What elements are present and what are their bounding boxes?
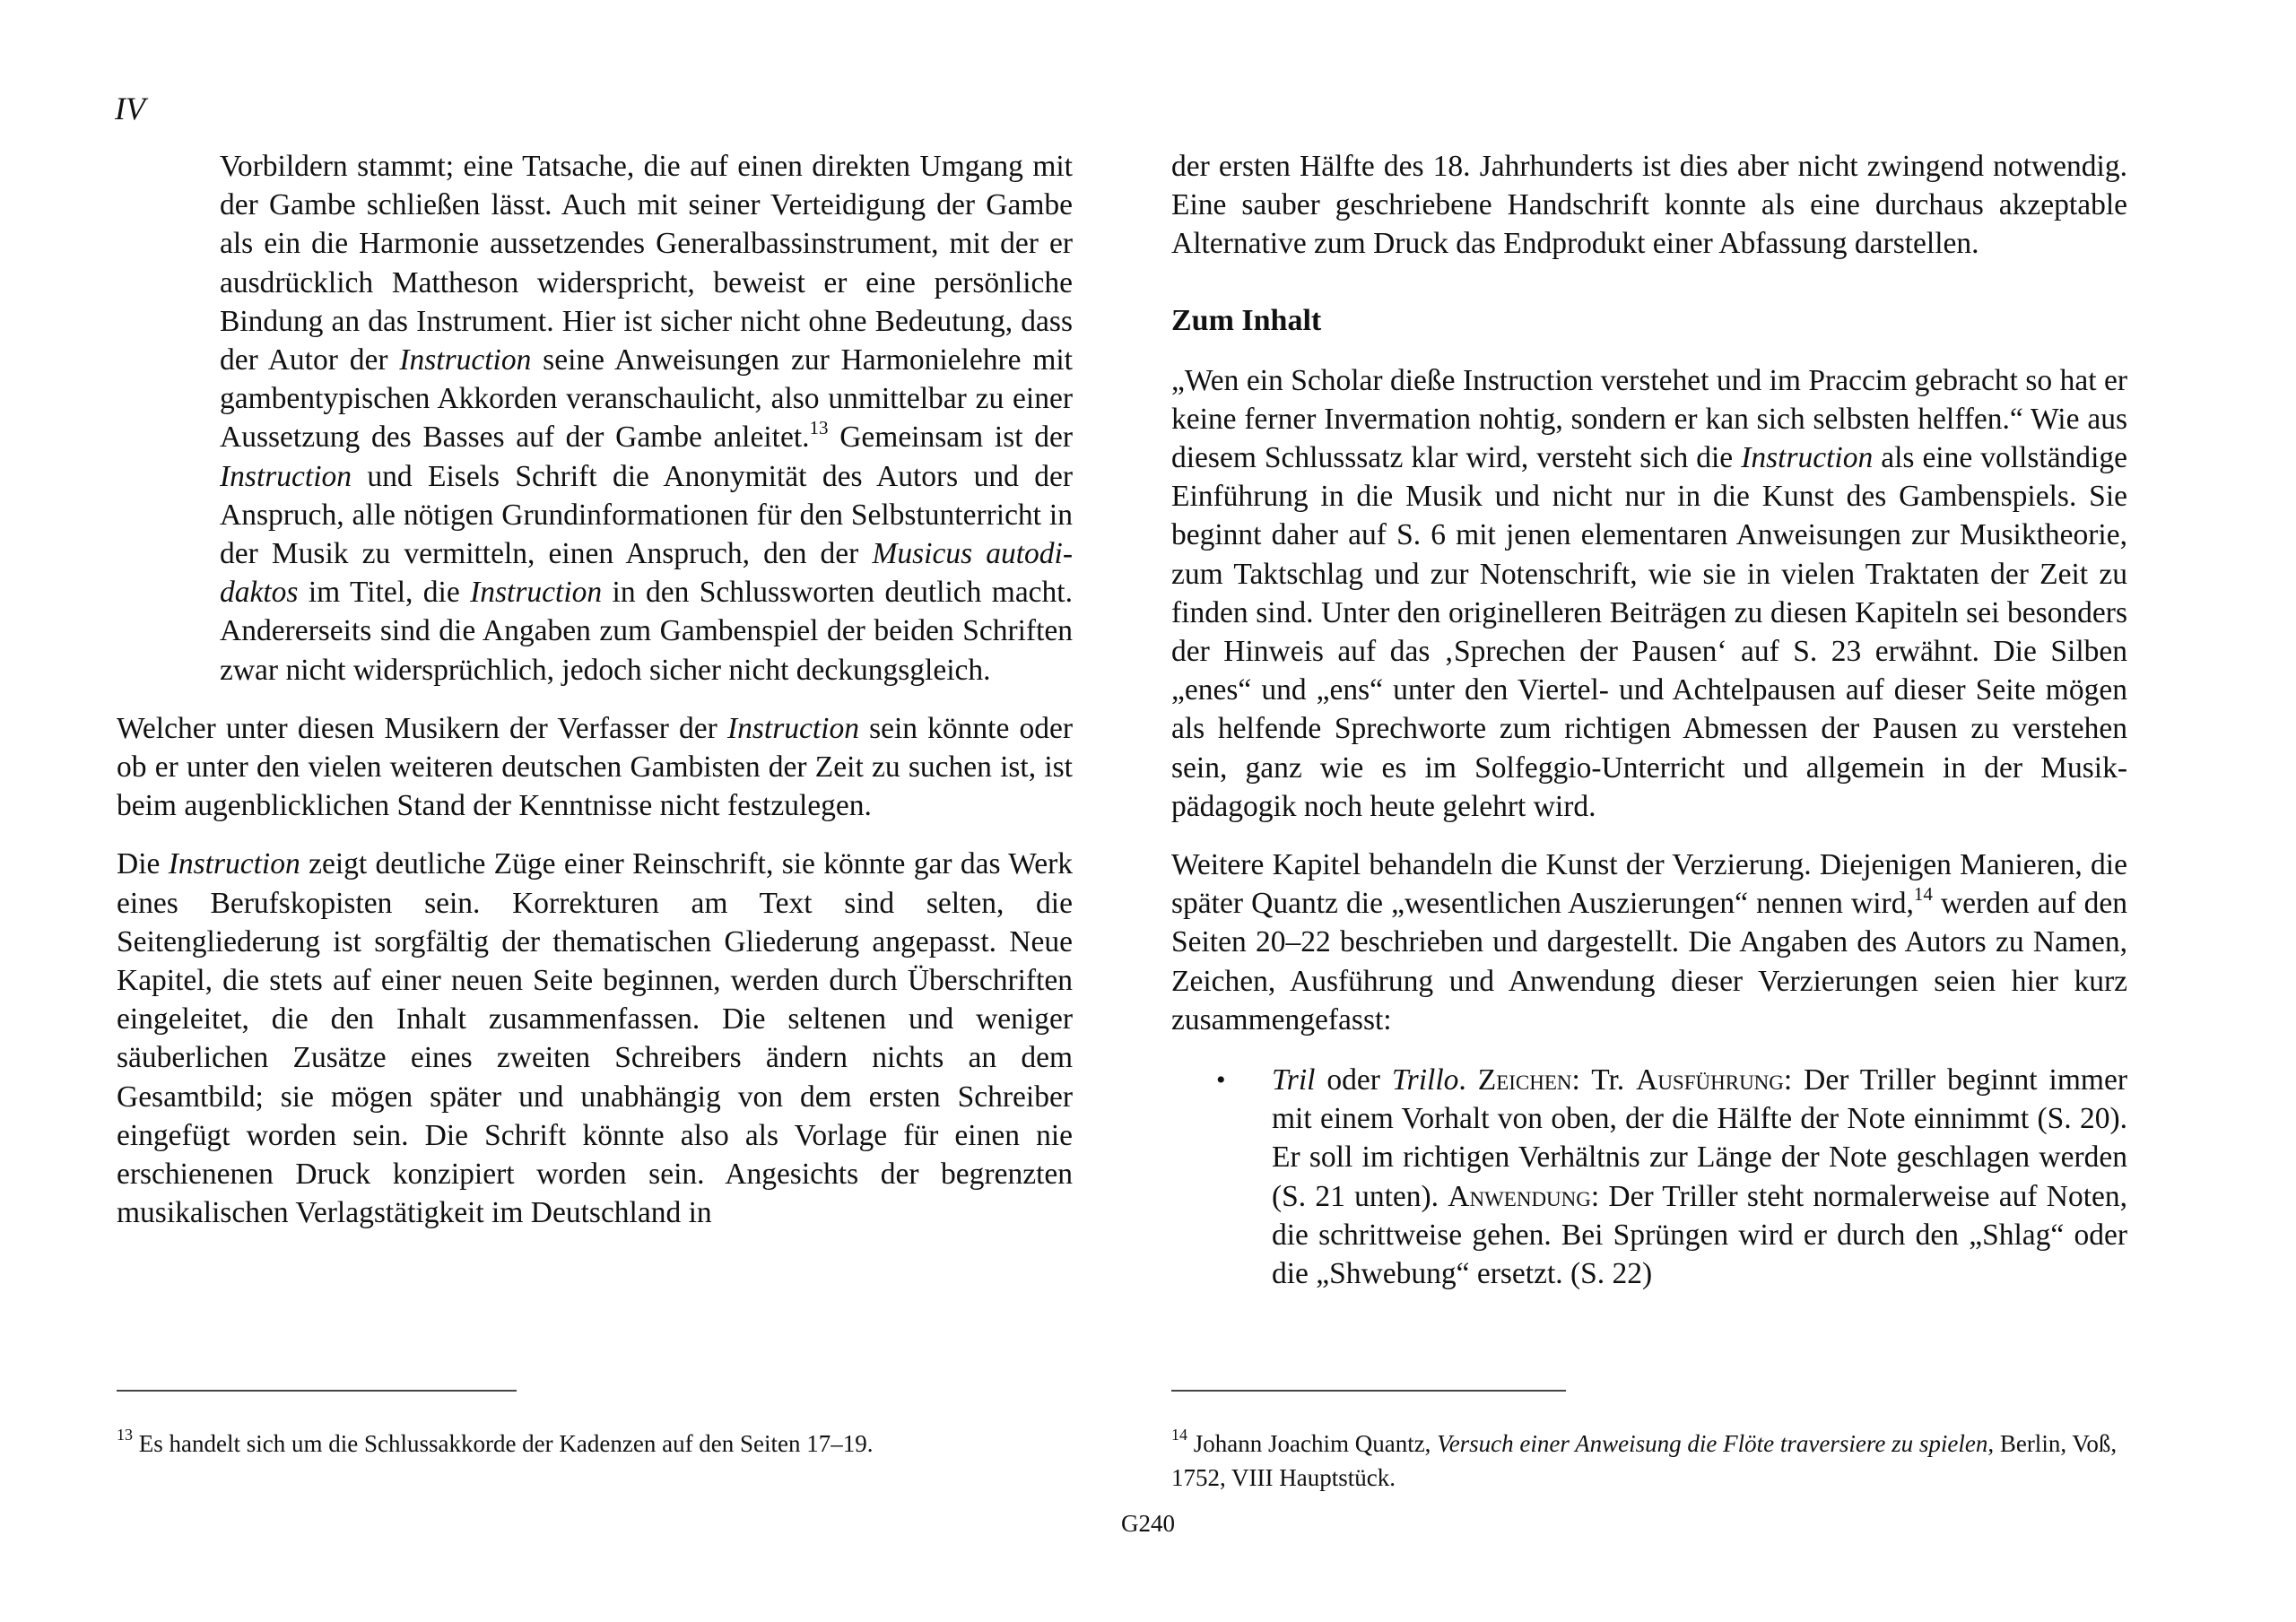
smallcaps-label: Ausführung — [1636, 1063, 1784, 1097]
text-run: : Der Triller beginnt immer mit einem Vorhalt von oben, der die Hälfte der Note einnimmt (S. 20). Er soll im richtigen Verhältnis zur Länge der Note geschlagen werden (S. 21 unten). — [1272, 1063, 2127, 1213]
italic-title: Instruction — [220, 459, 352, 493]
text-run: Die — [117, 847, 169, 881]
text-run: werden auf den Seiten 20–22 beschrieben und dargestellt. Die Angaben des Autors zu Namen, Zeichen, Ausführung und Anwendung dieser Verzierungen seien hier kurz zusammengefasst: — [1171, 887, 2127, 1037]
text-run: Weitere Kapitel behandeln die Kunst der Verzierung. Diejenigen Manieren, die später Quantz die „wesentlichen Auszierungen“ nennen wird, — [1171, 848, 2127, 921]
indented-paragraph — [220, 147, 1073, 690]
footnote-number: 13 — [117, 1426, 133, 1444]
italic-title: Musicus autodidaktos — [220, 537, 1073, 610]
text-run: im Titel, die — [298, 576, 471, 610]
italic-title: Versuch einer Anweisung die Flöte traversiere zu spielen — [1437, 1430, 1988, 1457]
footnote-ref-13[interactable]: 13 — [809, 417, 829, 439]
paragraph — [117, 845, 1073, 1232]
footnote-number: 14 — [1171, 1426, 1187, 1444]
italic-term: Trillo — [1391, 1063, 1459, 1097]
footnote-ref-14[interactable]: 14 — [1913, 883, 1933, 906]
text-run: „Wen ein Scholar dieße Instruction verstehet und im Praccim gebracht so hat er keine ferner Invermation nohtig, sondern er kan sich selbsten helffen.“ Wie aus diesem Schlusssatz klar wird, versteht sich die — [1171, 363, 2127, 475]
paragraph — [1171, 846, 2127, 1039]
text-run: Gemeinsam ist der — [828, 421, 1073, 455]
italic-term: Tril — [1272, 1063, 1316, 1097]
text-run: als eine vollständige Einführung in die Musik und nicht nur in die Kunst des Gambenspiels. Sie beginnt daher auf S. 6 mit jenen elementaren Anweisungen zur Musiktheorie, zum Taktschlag und zur Notenschrift, wie sie in vielen Traktaten der Zeit zu finden sind. Unter den originelleren Beiträgen zu diesen Kapiteln sei besonders der Hinweis auf das ‚Sprechen der Pausen‘ auf S. 23 erwähnt. Die Silben „enes“ und „ens“ unter den Viertel- und Achtelpausen auf dieser Seite mögen als helfende Sprechworte zum richtigen Abmessen der Pausen zu verstehen sein, ganz wie es im Solfeggio-Unterricht und allgemein in der Musikpädagogik noch heute gelehrt wird. — [1171, 441, 2127, 823]
italic-title: Instruction — [1741, 441, 1874, 475]
footnote-text: Es handelt sich um die Schlussakkorde der Kadenzen auf den Seiten 17–19. — [133, 1430, 874, 1457]
paragraph — [1171, 361, 2127, 826]
text-run: Welcher unter diesen Musikern der Verfasser der — [117, 711, 727, 745]
text-run: oder — [1315, 1063, 1392, 1097]
text-run: Vorbildern stammt; eine Tatsache, die auf einen direkten Umgang mit der Gambe schließen lässt. Auch mit seiner Verteidigung der Gambe als ein die Harmonie aussetzendes Generalbassinstrument, mit der er ausdrücklich Mattheson widerspricht, beweist er eine persönliche Bindung an das Instrument. Hier ist sicher nicht ohne Bedeutung, dass der Autor der — [220, 150, 1073, 377]
footnote-14 — [1171, 1427, 2127, 1495]
list-item — [1216, 1061, 2127, 1293]
text-run: zeigt deutliche Züge einer Reinschrift, sie könnte gar das Werk eines Berufskopisten sein. Korrekturen am Text sind selten, die Seitengliederung ist sorgfältig der thematischen Gliederung angepasst. Neue Kapitel, die stets auf einer neuen Seite beginnen, werden durch Überschriften eingeleitet, die den Inhalt zusammenfassen. Die seltenen und weniger säuberlichen Zusätze eines zweiten Schreibers ändern nichts an dem Gesamtbild; sie mögen später und unabhängig von dem ersten Schreiber eingefügt worden sein. Die Schrift könnte also als Vorlage für einen nie erschienenen Druck konzipiert worden sein. Angesichts der begrenzten musikalischen Verlagstätigkeit im Deutschland in — [117, 847, 1073, 1230]
footnote-13 — [117, 1427, 1073, 1461]
italic-title: Instruction — [726, 711, 859, 745]
section-heading: Zum Inhalt — [1171, 303, 1322, 337]
ornament-list — [1171, 1061, 2127, 1293]
text-run: und Eisels Schrift die Anonymität des Autors und der Anspruch, alle nötigen Grundinformationen für den Selbstunterricht in der Musik zu vermitteln, einen Anspruch, den der — [220, 459, 1073, 571]
page-section-marker: IV — [115, 91, 145, 126]
right-column — [1171, 147, 2127, 1293]
text-run: in den Schlussworten deutlich macht. Andererseits sind die Angaben zum Gambenspiel der beiden Schriften zwar nicht widersprüchlich, jedoch sicher nicht deckungsgleich. — [220, 576, 1073, 687]
text-run: seine Anweisungen zur Harmonielehre mit gambentypischen Akkorden veranschaulicht, also unmittelbar zu einer Aussetzung des Basses auf der Gambe anleitet. — [220, 343, 1073, 455]
italic-title: Instruction — [399, 343, 532, 377]
paragraph — [117, 709, 1073, 826]
italic-title: Instruction — [168, 847, 300, 881]
left-column — [117, 147, 1073, 1232]
footnote-divider — [117, 1390, 517, 1392]
bullet-icon: • — [1216, 1065, 1226, 1096]
text-run: : Der Triller steht normalerweise auf Noten, die schrittweise gehen. Bei Sprüngen wird er durch den „Shlag“ oder die „Shwebung“ ersetzt. (S. 22) — [1272, 1179, 2127, 1291]
smallcaps-label: Anwendung — [1448, 1179, 1591, 1213]
footnote-divider — [1171, 1390, 1566, 1392]
text-run: . — [1458, 1063, 1478, 1097]
text-run: : Tr. — [1571, 1063, 1637, 1097]
italic-title: Instruction — [470, 576, 603, 610]
text-run: sein könnte oder ob er unter den vielen weiteren deutschen Gambisten der Zeit zu suchen ist, ist beim augenblicklichen Stand der Kenntnisse nicht festzulegen. — [117, 711, 1073, 823]
page-number: G240 — [1121, 1510, 1175, 1537]
footnote-text: , Berlin, Voß, 1752, VIII Hauptstück. — [1171, 1430, 2118, 1491]
paragraph: der ersten Hälfte des 18. Jahrhunderts ist dies aber nicht zwingend notwendig. Eine sauber geschriebene Handschrift konnte als eine durchaus akzeptable Alternative zum Druck das Endprodukt einer Abfassung darstellen. — [1171, 150, 2127, 261]
smallcaps-label: Zeichen — [1477, 1063, 1572, 1097]
footnote-text: Johann Joachim Quantz, — [1187, 1430, 1438, 1457]
